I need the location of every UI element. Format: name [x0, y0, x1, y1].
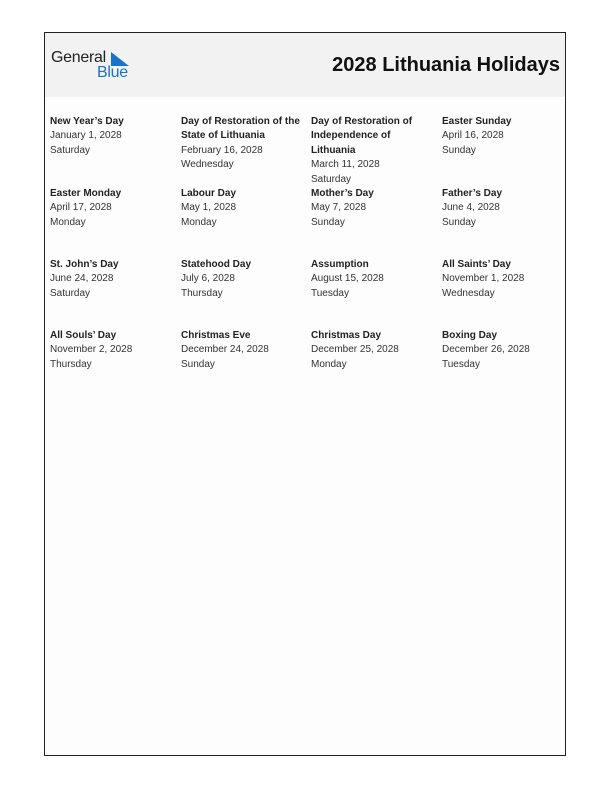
holiday-date: August 15, 2028	[311, 273, 384, 285]
holiday-name: All Saints’ Day	[442, 259, 511, 270]
holiday-name: Easter Sunday	[442, 116, 512, 127]
holiday-weekday: Monday	[50, 216, 86, 228]
holiday-date: March 11, 2028	[311, 159, 380, 171]
holiday-name: Labour Day	[181, 188, 237, 199]
holiday-date: June 24, 2028	[50, 273, 114, 285]
holiday-date: April 16, 2028	[442, 130, 504, 142]
holiday-date: December 25, 2028	[311, 344, 399, 356]
holiday-weekday: Monday	[181, 216, 217, 228]
page-frame	[44, 32, 566, 756]
holiday-item	[50, 329, 172, 372]
holiday-item	[50, 187, 172, 230]
holiday-weekday: Sunday	[442, 216, 476, 228]
holiday-weekday: Saturday	[50, 287, 91, 299]
holiday-weekday: Tuesday	[311, 287, 349, 299]
holiday-date: June 4, 2028	[442, 202, 500, 214]
holiday-name: Assumption	[311, 259, 369, 270]
holiday-item	[181, 329, 303, 372]
holiday-item	[50, 115, 172, 158]
logo-text-blue: Blue	[97, 64, 128, 81]
holiday-name: Statehood Day	[181, 259, 252, 270]
holiday-name: Christmas Eve	[181, 330, 251, 341]
holiday-name: Day of Restoration of Independence of Lithuania	[311, 116, 413, 156]
holiday-date: May 7, 2028	[311, 202, 367, 214]
header-band	[45, 33, 565, 97]
holiday-item	[311, 258, 433, 301]
holiday-name: St. John’s Day	[50, 259, 119, 270]
holiday-weekday: Sunday	[311, 216, 345, 228]
holiday-name: Mother’s Day	[311, 188, 374, 199]
holiday-date: January 1, 2028	[50, 130, 122, 142]
holiday-item	[311, 329, 433, 372]
holiday-weekday: Sunday	[442, 144, 476, 156]
holiday-weekday: Wednesday	[442, 287, 495, 299]
holiday-item	[311, 187, 433, 230]
holiday-weekday: Thursday	[181, 287, 223, 299]
holiday-date: December 24, 2028	[181, 344, 269, 356]
holiday-name: Day of Restoration of the State of Lithuania	[181, 116, 300, 142]
page-title: 2028 Lithuania Holidays	[332, 54, 560, 76]
holiday-item	[442, 115, 564, 158]
holiday-item	[50, 258, 172, 301]
holiday-date: November 2, 2028	[50, 344, 133, 356]
holiday-date: April 17, 2028	[50, 202, 112, 214]
generalblue-logo	[51, 49, 141, 85]
holiday-date: July 6, 2028	[181, 273, 235, 285]
holiday-item	[181, 115, 303, 173]
holiday-item	[442, 187, 564, 230]
logo-text-general: General	[51, 49, 106, 66]
holiday-date: May 1, 2028	[181, 202, 237, 214]
holiday-item	[442, 258, 564, 301]
holiday-name: New Year’s Day	[50, 116, 124, 127]
holiday-date: December 26, 2028	[442, 344, 530, 356]
holiday-item	[181, 187, 303, 230]
holiday-name: Boxing Day	[442, 330, 498, 341]
holiday-weekday: Saturday	[50, 144, 91, 156]
holiday-weekday: Saturday	[311, 173, 352, 185]
holiday-weekday: Thursday	[50, 358, 92, 370]
holiday-item	[442, 329, 564, 372]
holiday-item	[311, 115, 421, 187]
holiday-weekday: Sunday	[181, 358, 215, 370]
holiday-item	[181, 258, 303, 301]
holiday-name: Easter Monday	[50, 188, 122, 199]
holiday-date: November 1, 2028	[442, 273, 525, 285]
holiday-weekday: Monday	[311, 358, 347, 370]
holiday-name: All Souls’ Day	[50, 330, 117, 341]
holiday-weekday: Tuesday	[442, 358, 480, 370]
holiday-name: Christmas Day	[311, 330, 382, 341]
holiday-date: February 16, 2028	[181, 144, 263, 156]
holiday-name: Father’s Day	[442, 188, 503, 199]
holiday-weekday: Wednesday	[181, 159, 234, 171]
